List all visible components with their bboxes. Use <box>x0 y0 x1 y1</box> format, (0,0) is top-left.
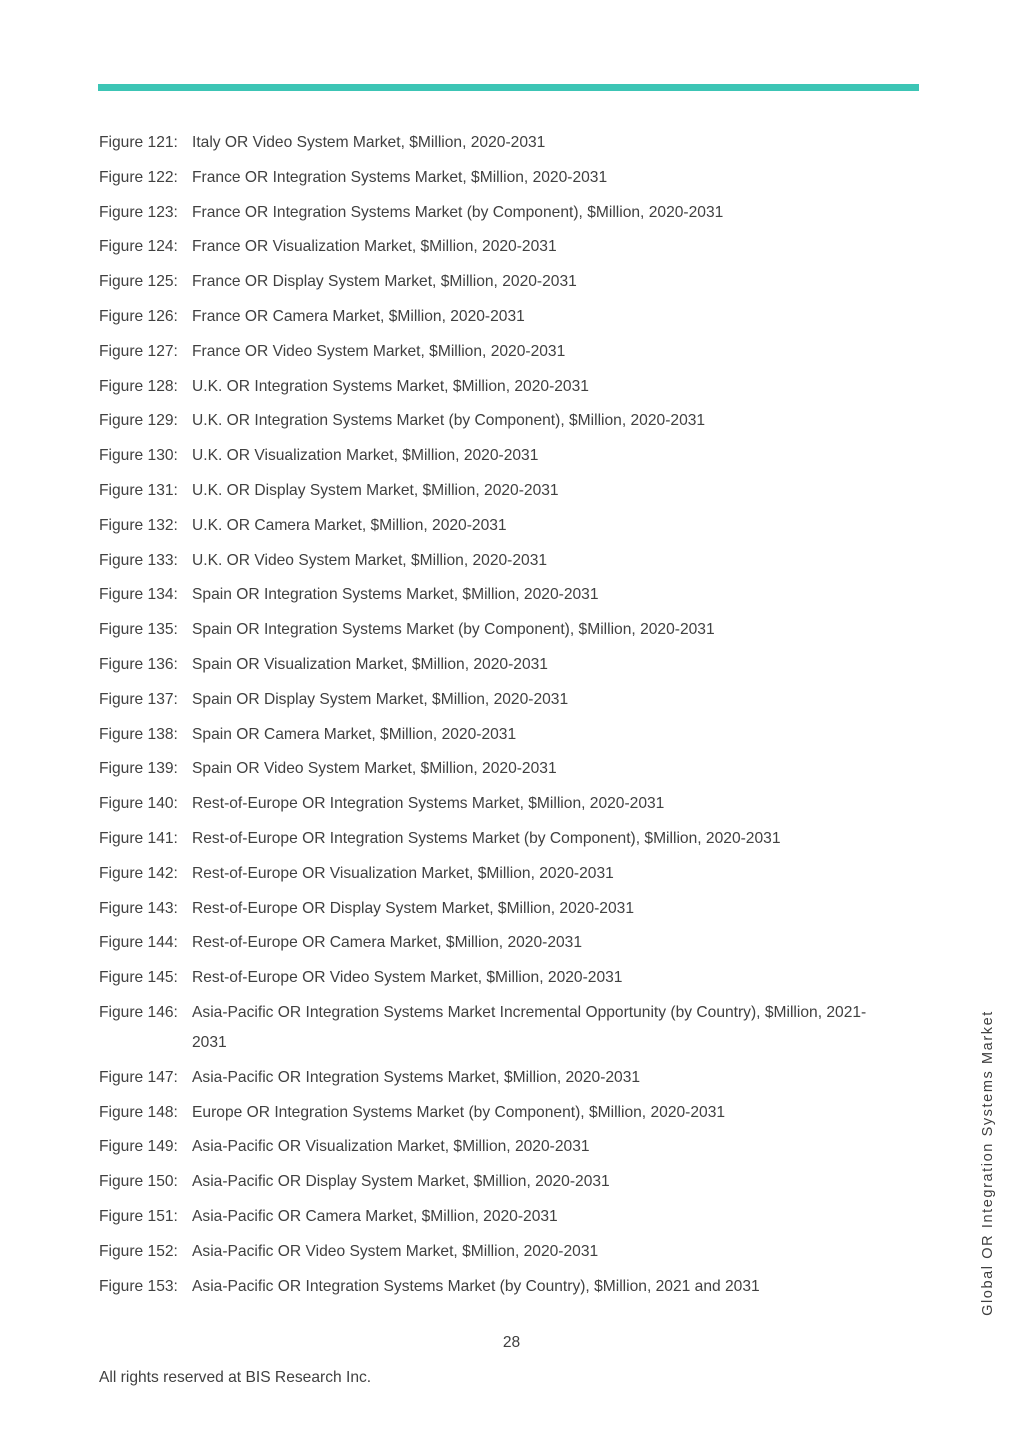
figure-title: U.K. OR Camera Market, $Million, 2020-2031 <box>192 516 507 534</box>
figure-label: Figure 141: <box>99 829 178 847</box>
figure-label: Figure 121: <box>99 134 178 151</box>
figure-list-item <box>99 754 899 784</box>
figure-label: Figure 125: <box>99 273 178 291</box>
figure-title: France OR Integration Systems Market, $Million, 2020-2031 <box>192 168 608 186</box>
figure-title: Spain OR Integration Systems Market, $Million, 2020-2031 <box>192 586 599 604</box>
figure-title: Asia-Pacific OR Video System Market, $Million, 2020-2031 <box>192 1242 599 1260</box>
footer-copyright: All rights reserved at BIS Research Inc. <box>99 1369 372 1386</box>
figure-list-item <box>99 1237 899 1267</box>
figure-title: Spain OR Visualization Market, $Million, 2020-2031 <box>192 655 548 673</box>
figure-title: U.K. OR Integration Systems Market, $Million, 2020-2031 <box>192 377 589 395</box>
figure-title: Rest-of-Europe OR Visualization Market, $Million, 2020-2031 <box>192 864 614 882</box>
figure-label: Figure 133: <box>99 551 178 569</box>
figure-list-item <box>99 337 899 367</box>
figure-title: U.K. OR Video System Market, $Million, 2020-2031 <box>192 551 548 569</box>
figure-list-item <box>99 963 899 993</box>
figure-title: Italy OR Video System Market, $Million, 2020-2031 <box>192 134 546 151</box>
figure-list-item <box>99 1132 899 1162</box>
figure-label: Figure 138: <box>99 725 178 743</box>
figure-label: Figure 123: <box>99 203 178 221</box>
figure-list-item <box>99 720 899 750</box>
figure-label: Figure 132: <box>99 516 178 534</box>
figure-title: Asia-Pacific OR Display System Market, $Million, 2020-2031 <box>192 1173 610 1191</box>
figure-list-item <box>99 1272 899 1302</box>
figure-list-item <box>99 998 899 1058</box>
figure-list-item <box>99 406 899 436</box>
figure-list-item <box>99 1063 899 1093</box>
figure-list-item <box>99 650 899 680</box>
figure-label: Figure 146: <box>99 1003 178 1021</box>
figure-label: Figure 124: <box>99 238 178 256</box>
figure-label: Figure 147: <box>99 1068 178 1086</box>
figure-label: Figure 135: <box>99 621 178 639</box>
figure-list-item <box>99 685 899 715</box>
figure-label: Figure 137: <box>99 690 178 708</box>
figure-list-item <box>99 372 899 402</box>
figure-label: Figure 145: <box>99 969 178 987</box>
figure-list-item <box>99 232 899 262</box>
figure-title: France OR Visualization Market, $Million, 2020-2031 <box>192 238 557 256</box>
figure-title: Spain OR Video System Market, $Million, 2020-2031 <box>192 760 557 778</box>
page-number: 28 <box>502 1334 521 1351</box>
figure-title: Asia-Pacific OR Visualization Market, $Million, 2020-2031 <box>192 1138 590 1156</box>
figure-list-item <box>99 615 899 645</box>
figure-title: Spain OR Integration Systems Market (by Component), $Million, 2020-2031 <box>192 621 715 639</box>
figure-list-item <box>99 198 899 228</box>
figure-label: Figure 153: <box>99 1277 178 1295</box>
figure-label: Figure 140: <box>99 795 178 813</box>
figure-label: Figure 142: <box>99 864 178 882</box>
figure-title: Asia-Pacific OR Integration Systems Market (by Country), $Million, 2021 and 2031 <box>192 1277 760 1295</box>
figure-label: Figure 130: <box>99 447 178 465</box>
figure-title: U.K. OR Visualization Market, $Million, 2020-2031 <box>192 447 539 465</box>
figure-title: Europe OR Integration Systems Market (by Component), $Million, 2020-2031 <box>192 1103 726 1121</box>
report-side-title: Global OR Integration Systems Market <box>980 1010 996 1316</box>
figure-list-item <box>99 859 899 889</box>
figure-title: Rest-of-Europe OR Integration Systems Market (by Component), $Million, 2020-2031 <box>192 829 781 847</box>
figure-title: Spain OR Camera Market, $Million, 2020-2031 <box>192 725 517 743</box>
figure-title: Asia-Pacific OR Integration Systems Market, $Million, 2020-2031 <box>192 1068 641 1086</box>
figure-title: Asia-Pacific OR Integration Systems Market Incremental Opportunity (by Country), $Million, 2021-2031 <box>192 1003 867 1051</box>
figure-label: Figure 134: <box>99 586 178 604</box>
figure-label: Figure 149: <box>99 1138 178 1156</box>
figure-list-item <box>99 302 899 332</box>
figure-title: France OR Video System Market, $Million, 2020-2031 <box>192 342 566 360</box>
figure-label: Figure 131: <box>99 481 178 499</box>
header-accent-rule <box>98 84 919 91</box>
figure-list-item <box>99 789 899 819</box>
figure-list-item <box>99 824 899 854</box>
figure-label: Figure 129: <box>99 412 178 430</box>
figure-title: France OR Integration Systems Market (by Component), $Million, 2020-2031 <box>192 203 724 221</box>
figure-list-item <box>99 894 899 924</box>
figure-list-item <box>99 163 899 193</box>
figure-list-item <box>99 128 899 158</box>
figure-list-item <box>99 441 899 471</box>
figure-list-item <box>99 1202 899 1232</box>
figure-title: Rest-of-Europe OR Video System Market, $Million, 2020-2031 <box>192 969 623 987</box>
figure-list-item <box>99 546 899 576</box>
figure-list-item <box>99 928 899 958</box>
figure-list-item <box>99 580 899 610</box>
figure-label: Figure 152: <box>99 1242 178 1260</box>
figure-title: Rest-of-Europe OR Camera Market, $Million, 2020-2031 <box>192 934 583 952</box>
figure-list-item <box>99 267 899 297</box>
figure-label: Figure 126: <box>99 307 178 325</box>
figure-label: Figure 122: <box>99 168 178 186</box>
figure-label: Figure 143: <box>99 899 178 917</box>
figure-list-item <box>99 511 899 541</box>
figure-title: France OR Display System Market, $Million, 2020-2031 <box>192 273 577 291</box>
figure-title: France OR Camera Market, $Million, 2020-2031 <box>192 307 525 325</box>
figure-label: Figure 148: <box>99 1103 178 1121</box>
figure-title: U.K. OR Integration Systems Market (by Component), $Million, 2020-2031 <box>192 412 706 430</box>
figure-title: Rest-of-Europe OR Display System Market, $Million, 2020-2031 <box>192 899 635 917</box>
figure-list-item <box>99 476 899 506</box>
figure-label: Figure 128: <box>99 377 178 395</box>
list-of-figures <box>99 128 899 1306</box>
figure-title: Rest-of-Europe OR Integration Systems Market, $Million, 2020-2031 <box>192 795 665 813</box>
figure-label: Figure 150: <box>99 1173 178 1191</box>
figure-label: Figure 127: <box>99 342 178 360</box>
figure-title: U.K. OR Display System Market, $Million, 2020-2031 <box>192 481 559 499</box>
figure-list-item <box>99 1098 899 1128</box>
figure-title: Asia-Pacific OR Camera Market, $Million, 2020-2031 <box>192 1207 558 1225</box>
figure-list-item <box>99 1167 899 1197</box>
figure-label: Figure 136: <box>99 655 178 673</box>
figure-label: Figure 151: <box>99 1207 178 1225</box>
figure-label: Figure 139: <box>99 760 178 778</box>
figure-label: Figure 144: <box>99 934 178 952</box>
figure-title: Spain OR Display System Market, $Million, 2020-2031 <box>192 690 569 708</box>
